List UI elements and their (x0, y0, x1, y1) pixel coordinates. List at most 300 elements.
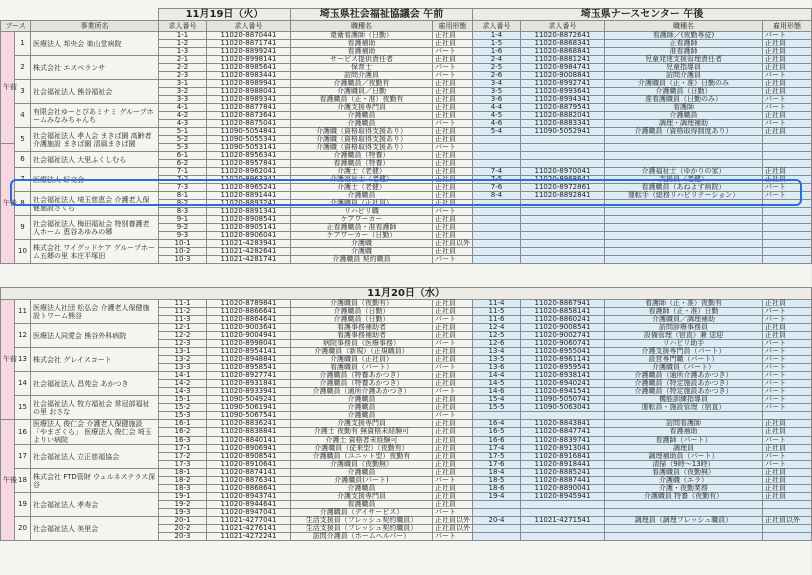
booth-job-no: 12-3 (159, 340, 207, 348)
employment: パート (433, 388, 473, 396)
job-title: 介護士（老健） (291, 168, 433, 176)
job-title: 介護職員（日勤） (291, 308, 433, 316)
job-no-pm: 11090-5050741 (521, 396, 605, 404)
job-no-pm: 11020-8887441 (521, 477, 605, 485)
booth-job-no-pm (473, 533, 521, 541)
job-title: 介護職員 (291, 120, 433, 128)
booth-job-no: 13-3 (159, 364, 207, 372)
booth-job-no: 7-2 (159, 176, 207, 184)
job-title: 看護補助 (291, 48, 433, 56)
booth-job-no-pm: 2-5 (473, 64, 521, 72)
job-title: 介護職員（特養） (291, 152, 433, 160)
job-no-pm: 11021-4271541 (521, 517, 605, 525)
table-row (1, 240, 812, 248)
employment-pm: パート (763, 72, 812, 80)
job-no: 11020-8948841 (207, 356, 291, 364)
booth-job-no: 11-3 (159, 316, 207, 324)
employment-pm (763, 200, 812, 208)
booth-job-no-pm: 17-4 (473, 445, 521, 453)
job-title: 介護職員(パート) (291, 477, 433, 485)
job-title: 介護職員（特養あかつき） (291, 380, 433, 388)
employment-pm: 正社員 (763, 176, 812, 184)
job-title: 介護職 (291, 248, 433, 256)
employment: パート (433, 208, 473, 216)
employment-pm: 正社員 (763, 112, 812, 120)
booth-job-no-pm (473, 256, 521, 264)
employment: パート (433, 144, 473, 152)
job-no-pm: 11020-8959541 (521, 364, 605, 372)
job-title: 看護職員 (291, 501, 433, 509)
job-no: 11020-8871741 (207, 40, 291, 48)
job-no: 11021-4272241 (207, 533, 291, 541)
job-title: 介護士 資格者未経験可 (291, 436, 433, 444)
company-name: 医療法人同愛会 熊谷外科病院 (31, 324, 159, 348)
job-title: 保育士 (291, 64, 433, 72)
employment: 正社員 (433, 420, 473, 428)
job-title-pm (605, 525, 763, 533)
job-title-pm: 看護師 (605, 104, 763, 112)
employment-pm: 正社員 (763, 300, 812, 308)
employment-pm: パート (763, 120, 812, 128)
job-no: 11020-8870441 (207, 32, 291, 40)
booth-job-no: 2-2 (159, 64, 207, 72)
job-title: 訪問介護員 (291, 72, 433, 80)
booth-job-no-pm: 4-5 (473, 112, 521, 120)
job-no-pm: 11020-8843841 (521, 420, 605, 428)
company-name: 医療法人社団 松弘会 介護老人保健施設トワーム熊谷 (31, 300, 159, 324)
booth-job-no-pm: 14-4 (473, 372, 521, 380)
booth-job-no: 14-1 (159, 372, 207, 380)
job-title: 介護支援専門員 (291, 420, 433, 428)
booth-job-no: 10-2 (159, 248, 207, 256)
job-title-pm (605, 533, 763, 541)
employment-pm: 正社員以外 (763, 517, 812, 525)
job-no: 11020-8956341 (207, 152, 291, 160)
booth-job-no-pm: 12-6 (473, 340, 521, 348)
table-row (1, 152, 812, 160)
job-no-pm: 11020-8940241 (521, 380, 605, 388)
booth-number: 16 (15, 420, 31, 445)
employment-pm: パート (763, 404, 812, 412)
booth-job-no: 19-1 (159, 493, 207, 501)
job-no-pm (521, 533, 605, 541)
table-row (1, 192, 812, 200)
job-title: 介護職員（正社員） (291, 356, 433, 364)
employment: パート (433, 120, 473, 128)
header-booth-job-no-pm: 求人番号 (473, 21, 521, 32)
employment: 正社員 (433, 136, 473, 144)
employment: パート (433, 509, 473, 517)
company-name: 医療法人 好文会 (31, 168, 159, 192)
booth-job-no-pm (473, 200, 521, 208)
job-no-pm (521, 216, 605, 224)
employment-pm: 正社員 (763, 128, 812, 136)
booth-job-no-pm: 2-6 (473, 72, 521, 80)
booth-job-no: 1-1 (159, 32, 207, 40)
booth-job-no-pm: 11-6 (473, 316, 521, 324)
job-title-pm: 調理員（調理フレッシュ職員） (605, 517, 763, 525)
employment: 正社員 (433, 80, 473, 88)
job-title: 介護職員（夜勤有） (291, 300, 433, 308)
job-no: 11020-9003641 (207, 324, 291, 332)
job-title-pm: 看護職員（夜勤無） (605, 469, 763, 477)
employment-pm: 正社員 (763, 56, 812, 64)
booth-job-no-pm: 3-6 (473, 96, 521, 104)
employment: 正社員 (433, 32, 473, 40)
job-no: 11020-8875041 (207, 120, 291, 128)
job-no: 11020-8989341 (207, 96, 291, 104)
job-title-pm (605, 248, 763, 256)
job-title-pm: 運転手（総務リハビリテーション） (605, 192, 763, 200)
job-no: 11020-8836241 (207, 420, 291, 428)
job-title-pm: 看護師（パート） (605, 436, 763, 444)
booth-job-no: 4-2 (159, 112, 207, 120)
booth-job-no-pm (473, 144, 521, 152)
company-name: 社会福祉法人 孝寿会 (31, 493, 159, 517)
job-title: 生活支援員（フレッシュ契約職員） (291, 517, 433, 525)
booth-job-no: 6-1 (159, 152, 207, 160)
job-title: 介護職員／夜勤有 (291, 80, 433, 88)
employment: 正社員 (433, 104, 473, 112)
job-no-pm (521, 136, 605, 144)
employment-pm (763, 256, 812, 264)
job-title: 生活支援員（フレッシュ契約職員） (291, 525, 433, 533)
booth-job-no: 15-2 (159, 404, 207, 412)
booth-job-no-pm: 16-6 (473, 436, 521, 444)
employment: 正社員 (433, 152, 473, 160)
employment-pm: パート (763, 453, 812, 461)
booth-job-no-pm: 3-5 (473, 88, 521, 96)
job-no: 11020-8933941 (207, 388, 291, 396)
job-no: 11020-8989941 (207, 80, 291, 88)
job-title-pm: 支援員（老健） (605, 176, 763, 184)
job-title: 訪問介護員（ホームヘルパー） (291, 533, 433, 541)
booth-job-no: 6-2 (159, 160, 207, 168)
job-title-pm: 調理・調理補助 (605, 120, 763, 128)
booth-number: 18 (15, 469, 31, 493)
booth-job-no-pm: 4-6 (473, 120, 521, 128)
employment: 正社員 (433, 493, 473, 501)
day1-afternoon-venue: 埼玉県ナースセンター 午後 (473, 9, 812, 21)
job-title: 介護職員／日勤 (291, 88, 433, 96)
job-no-pm: 11020-9008541 (521, 324, 605, 332)
booth-job-no-pm: 8-4 (473, 192, 521, 200)
job-title: 看護事務補助者 (291, 324, 433, 332)
employment: 正社員 (433, 176, 473, 184)
booth-job-no-pm: 17-6 (473, 461, 521, 469)
job-no-pm: 11020-8892841 (521, 192, 605, 200)
job-title: 介護職員（夜勤無） (291, 461, 433, 469)
company-name: 医療法人 邦央会 楽山堂病院 (31, 32, 159, 56)
employment-pm: パート (763, 104, 812, 112)
employment: 正社員 (433, 40, 473, 48)
employment-pm: パート (763, 461, 812, 469)
employment-pm (763, 152, 812, 160)
booth-job-no: 13-2 (159, 356, 207, 364)
booth-job-no-pm: 13-4 (473, 348, 521, 356)
employment: 正社員 (433, 396, 473, 404)
booth-job-no: 14-3 (159, 388, 207, 396)
employment: パート (433, 64, 473, 72)
employment-pm: 正社員 (763, 324, 812, 332)
job-title: 介護職 (291, 240, 433, 248)
job-title-pm: 看護師（正・准）日勤 (605, 308, 763, 316)
employment-pm (763, 533, 812, 541)
job-no-pm: 11020-8872641 (521, 32, 605, 40)
booth-job-no: 17-2 (159, 453, 207, 461)
job-no-pm: 11020-8913041 (521, 445, 605, 453)
booth-job-no: 9-3 (159, 232, 207, 240)
booth-job-no-pm: 14-5 (473, 380, 521, 388)
day1-date-heading: 11月19日（火） (159, 9, 291, 21)
job-title-pm (605, 216, 763, 224)
booth-job-no: 14-2 (159, 380, 207, 388)
employment-pm: パート (763, 348, 812, 356)
employment-pm: パート (763, 380, 812, 388)
employment-pm (763, 224, 812, 232)
job-title-pm: 運転員・施設管理（宿直） (605, 404, 763, 412)
booth-job-no-pm (473, 525, 521, 533)
company-name: 社会福祉法人 大里ふくしむら (31, 152, 159, 168)
booth-job-no-pm: 14-6 (473, 388, 521, 396)
job-no: 11020-8927741 (207, 372, 291, 380)
employment: パート (433, 256, 473, 264)
job-no: 11020-8944641 (207, 501, 291, 509)
job-title-pm: 正看護師 (605, 40, 763, 48)
job-title-pm: 調理員 (605, 445, 763, 453)
employment-pm: 正社員 (763, 40, 812, 48)
booth-job-no-pm: 18-6 (473, 485, 521, 493)
job-title: 看護職員（正・准）夜勤有 (291, 96, 433, 104)
employment-pm: パート (763, 396, 812, 404)
job-title: 介護福祉士（老健） (291, 176, 433, 184)
job-no-pm: 11020-8961141 (521, 356, 605, 364)
job-no-pm: 11020-8868841 (521, 48, 605, 56)
job-title-pm: 介護職員（資格取得制度あり） (605, 128, 763, 136)
employment: パート (433, 477, 473, 485)
booth-job-no: 3-3 (159, 96, 207, 104)
booth-job-no-pm: 4-4 (473, 104, 521, 112)
company-name: 社会福祉法人 昌苑会 あかつき (31, 372, 159, 396)
job-title-pm (605, 200, 763, 208)
am-label: 午前 (1, 32, 15, 144)
job-title: 介護職員 (291, 396, 433, 404)
job-title-pm: 看護職員（あねよす病院） (605, 184, 763, 192)
job-no-pm: 11020-8858141 (521, 308, 605, 316)
employment: 正社員 (433, 372, 473, 380)
job-title: 看護職員（特養） (291, 160, 433, 168)
booth-job-no: 18-3 (159, 485, 207, 493)
booth-job-no: 2-3 (159, 72, 207, 80)
company-name: 社会福祉法人 埼玉慈恵会 介護老人保健施設さくら (31, 192, 159, 216)
job-title: 看護職員（パート） (291, 364, 433, 372)
day1-header-row (1, 21, 812, 32)
job-no-pm (521, 224, 605, 232)
employment: 正社員 (433, 356, 473, 364)
job-no-pm (521, 256, 605, 264)
employment-pm: パート (763, 192, 812, 200)
job-title: 介護職員 (291, 412, 433, 420)
job-no: 11090-5054841 (207, 128, 291, 136)
job-no: 11020-8899241 (207, 48, 291, 56)
employment: パート (433, 340, 473, 348)
job-no-pm: 11090-5063041 (521, 404, 605, 412)
company-name: 株式会社 グレイスコート (31, 348, 159, 372)
job-title: リハビリ職 (291, 208, 433, 216)
job-no: 11020-8874141 (207, 469, 291, 477)
employment-pm: 正社員 (763, 332, 812, 340)
job-title: 介護職員（デイサービス） (291, 509, 433, 517)
job-no: 11020-8789841 (207, 300, 291, 308)
job-no-pm: 11020-8883341 (521, 120, 605, 128)
job-title-pm: 児童指導員 (605, 64, 763, 72)
job-title-pm: 准看護師 (605, 48, 763, 56)
header-booth-job-no: 求人番号 (159, 21, 207, 32)
employment-pm: 正社員 (763, 428, 812, 436)
job-no: 11020-8866641 (207, 308, 291, 316)
employment-pm: 正社員 (763, 445, 812, 453)
job-title-pm: 訪問看護師 (605, 420, 763, 428)
employment-pm: パート (763, 436, 812, 444)
job-title: 介護支援専門員 (291, 104, 433, 112)
employment: パート (433, 364, 473, 372)
job-no-pm (521, 248, 605, 256)
job-no: 11020-8962041 (207, 168, 291, 176)
employment: 正社員 (433, 324, 473, 332)
job-title: 看護補助 (291, 40, 433, 48)
job-title-pm: リハビリ助手 (605, 340, 763, 348)
job-no: 11020-8838841 (207, 428, 291, 436)
employment: 正社員以外 (433, 525, 473, 533)
job-no: 11020-8947041 (207, 509, 291, 517)
booth-job-no: 10-1 (159, 240, 207, 248)
employment: 正社員 (433, 501, 473, 509)
job-no: 11020-8983441 (207, 72, 291, 80)
employment-pm: 正社員 (763, 168, 812, 176)
booth-number: 8 (15, 192, 31, 216)
job-no: 11020-8877841 (207, 104, 291, 112)
job-title: ケアワーカー (291, 216, 433, 224)
job-no-pm (521, 200, 605, 208)
job-no-pm: 11020-8839741 (521, 436, 605, 444)
job-title: 介護職（資格取得支援あり） (291, 136, 433, 144)
booth-job-no: 7-3 (159, 184, 207, 192)
employment-pm (763, 240, 812, 248)
employment-pm: 正社員 (763, 64, 812, 72)
job-title-pm (605, 240, 763, 248)
booth-job-no-pm: 12-5 (473, 332, 521, 340)
job-title-pm: 訪問診療事務員 (605, 324, 763, 332)
employment-pm: 正社員 (763, 88, 812, 96)
booth-job-no: 17-1 (159, 445, 207, 453)
employment: 正社員 (433, 308, 473, 316)
booth-job-no-pm (473, 224, 521, 232)
pm-label: 午後 (1, 420, 15, 541)
job-no: 11021-4281741 (207, 256, 291, 264)
employment-pm: パート (763, 316, 812, 324)
employment-pm: 正社員 (763, 493, 812, 501)
job-no: 11020-8988041 (207, 88, 291, 96)
employment: 正社員 (433, 88, 473, 96)
booth-job-no-pm: 1-5 (473, 40, 521, 48)
job-title-pm: 介護福祉士（ゆかりの家） (605, 168, 763, 176)
job-no: 11021-4283941 (207, 240, 291, 248)
job-title: 介護職員 (291, 192, 433, 200)
employment: 正社員 (433, 232, 473, 240)
employment-pm: パート (763, 308, 812, 316)
job-no: 11020-8868641 (207, 485, 291, 493)
booth-job-no-pm: 5-4 (473, 128, 521, 136)
header-employment-pm: 雇用形態 (763, 21, 812, 32)
job-title-pm: 看護補助 (605, 428, 763, 436)
header-job-title-pm: 職種名 (605, 21, 763, 32)
booth-job-no: 10-3 (159, 256, 207, 264)
job-no: 11020-8957841 (207, 160, 291, 168)
job-no-pm: 11020-8970041 (521, 168, 605, 176)
booth-job-no: 15-3 (159, 412, 207, 420)
company-name: 有限会社ゆーとぴあミナミ グループホームみなみちゃんち (31, 104, 159, 128)
booth-number: 5 (15, 128, 31, 152)
day2-table (0, 287, 812, 541)
job-title-pm: 看護師（正・准）夜勤有 (605, 300, 763, 308)
booth-job-no: 5-1 (159, 128, 207, 136)
booth-job-no: 1-2 (159, 40, 207, 48)
job-title: 介護職員（日勤） (291, 316, 433, 324)
job-no-pm (521, 525, 605, 533)
employment: 正社員 (433, 168, 473, 176)
employment: パート (433, 316, 473, 324)
job-no-pm: 11020-8972861 (521, 184, 605, 192)
booth-job-no-pm (473, 136, 521, 144)
booth-job-no: 20-2 (159, 525, 207, 533)
booth-number: 7 (15, 168, 31, 192)
booth-job-no: 18-2 (159, 477, 207, 485)
job-no-pm: 11020-8879541 (521, 104, 605, 112)
booth-job-no: 19-2 (159, 501, 207, 509)
job-title-pm: 准看護職員（日勤のみ） (605, 96, 763, 104)
job-title: 介護職員（従来型）（夜勤有） (291, 445, 433, 453)
job-title: 介護職員 契約職員 (291, 256, 433, 264)
employment-pm (763, 232, 812, 240)
job-title: 正看護職員・准看護師 (291, 224, 433, 232)
booth-number: 2 (15, 56, 31, 80)
job-title-pm: 訪問介護員 (605, 72, 763, 80)
header-job-title: 職種名 (291, 21, 433, 32)
job-title-pm: 介護職員 (605, 112, 763, 120)
booth-job-no: 19-3 (159, 509, 207, 517)
company-name: 株式会社 エスペランサ (31, 56, 159, 80)
booth-job-no-pm: 1-6 (473, 48, 521, 56)
employment: 正社員 (433, 453, 473, 461)
employment-pm: パート (763, 32, 812, 40)
employment-pm (763, 144, 812, 152)
job-title-pm: 介護職員 特養（夜勤有） (605, 493, 763, 501)
company-name: 社会福祉法人 熊谷福祉会 (31, 80, 159, 104)
day2-date-heading: 11月20日（水） (1, 288, 812, 300)
booth-job-no-pm: 11-4 (473, 300, 521, 308)
booth-job-no-pm: 13-5 (473, 356, 521, 364)
job-no-pm: 11020-8885241 (521, 469, 605, 477)
job-no: 11020-8906041 (207, 232, 291, 240)
job-title-pm: 設営専門職（パート） (605, 356, 763, 364)
job-no-pm: 11020-8993641 (521, 88, 605, 96)
job-no-pm: 11020-8938141 (521, 372, 605, 380)
job-no: 11090-5061941 (207, 404, 291, 412)
job-no-pm: 11020-8984741 (521, 64, 605, 72)
booth-job-no-pm (473, 152, 521, 160)
job-no-pm: 11020-8867941 (521, 300, 605, 308)
booth-job-no-pm: 19-4 (473, 493, 521, 501)
